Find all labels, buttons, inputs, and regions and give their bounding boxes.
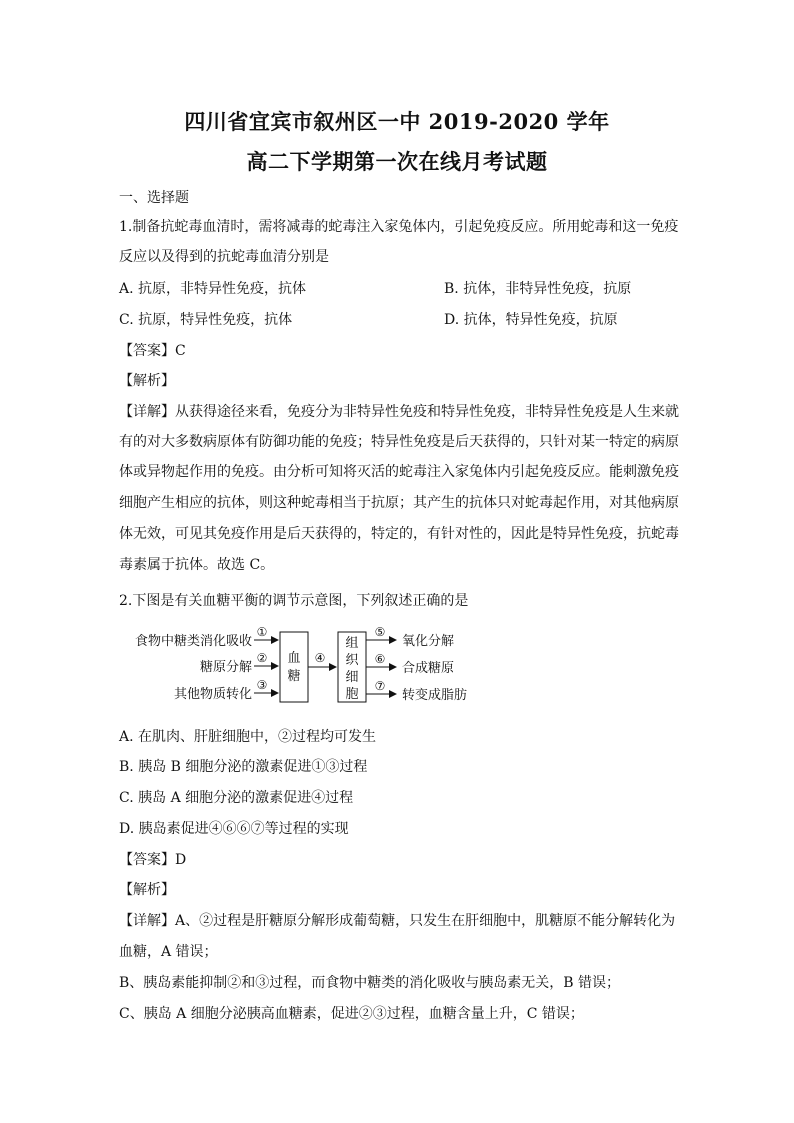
- section-heading: 一、选择题: [119, 190, 189, 206]
- q2-option-a: A. 在肌肉、肝脏细胞中，②过程均可发生: [119, 729, 377, 745]
- diagram-step-4: ④: [314, 651, 326, 665]
- q1-detail-line: 毒素属于抗体。故选 C。: [119, 557, 275, 573]
- diagram-step-3: ③: [256, 678, 268, 692]
- diagram-step-6: ⑥: [374, 652, 386, 666]
- q1-detail-line: 【详解】从获得途径来看，免疫分为非特异性免疫和特异性免疫，非特异性免疫是人生来就: [119, 404, 679, 420]
- document-title-line-2: 高二下学期第一次在线月考试题: [246, 149, 548, 174]
- q2-detail-line: 【详解】A、②过程是肝糖原分解形成葡萄糖，只发生在肝细胞中，肌糖原不能分解转化为: [119, 913, 676, 929]
- diagram-output-1: 氧化分解: [402, 634, 455, 649]
- diagram-box-tissue-cell-char-4: 胞: [345, 687, 359, 702]
- diagram-box-tissue-cell-char-1: 组: [345, 636, 359, 651]
- q1-option-c: C. 抗原，特异性免疫，抗体: [119, 312, 293, 328]
- q2-detail-line: 血糖，A 错误；: [119, 944, 218, 960]
- diagram-step-2: ②: [256, 651, 268, 665]
- q1-detail-line: 有的对大多数病原体有防御功能的免疫；特异性免疫是后天获得的，只针对某一特定的病原: [119, 434, 679, 450]
- q2-option-d: D. 胰岛素促进④⑥⑥⑦等过程的实现: [119, 821, 349, 837]
- q2-detail-line: C、胰岛 A 细胞分泌胰高血糖素，促进②③过程，血糖含量上升，C 错误；: [119, 1006, 584, 1022]
- q2-option-c: C. 胰岛 A 细胞分泌的激素促进④过程: [119, 790, 354, 806]
- q2-answer: 【答案】D: [119, 852, 187, 868]
- q1-option-b: B. 抗体，非特异性免疫，抗原: [444, 281, 632, 297]
- q1-detail-line: 体无效，可见其免疫作用是后天获得的，特定的，有针对性的，因此是特异性免疫，抗蛇毒: [119, 526, 679, 542]
- q2-option-b: B. 胰岛 B 细胞分泌的激素促进①③过程: [119, 759, 368, 775]
- q1-option-a: A. 抗原，非特异性免疫，抗体: [119, 281, 307, 297]
- diagram-box-blood-sugar: [280, 632, 308, 702]
- q1-option-d: D. 抗体，特异性免疫，抗原: [444, 312, 618, 328]
- q2-analysis-heading: 【解析】: [119, 882, 175, 898]
- q1-analysis-heading: 【解析】: [119, 373, 175, 389]
- diagram-source-3: 其他物质转化: [173, 687, 252, 702]
- diagram-step-1: ①: [256, 625, 268, 639]
- diagram-box-blood-sugar-char-1: 血: [287, 651, 301, 666]
- diagram-output-3: 转变成脂肪: [402, 688, 468, 703]
- q1-stem-line-2: 反应以及得到的抗蛇毒血清分别是: [119, 249, 329, 265]
- diagram-box-tissue-cell-char-2: 织: [345, 653, 359, 668]
- diagram-step-7: ⑦: [374, 679, 386, 693]
- q1-detail-line: 体或异物起作用的免疫。由分析可知将灭活的蛇毒注入家兔体内引起免疫反应。能刺激免疫: [119, 464, 679, 480]
- diagram-source-1: 食物中糖类消化吸收: [134, 634, 252, 649]
- q1-detail-line: 细胞产生相应的抗体，则这种蛇毒相当于抗原；其产生的抗体只对蛇毒起作用，对其他病原: [119, 495, 679, 511]
- q1-stem-line-1: 1.制备抗蛇毒血清时，需将减毒的蛇毒注入家兔体内，引起免疫反应。所用蛇毒和这一免疫: [119, 219, 679, 235]
- diagram-box-tissue-cell-char-3: 细: [345, 670, 359, 685]
- diagram-source-2: 糖原分解: [199, 660, 252, 675]
- document-title-line-1: 四川省宜宾市叙州区一中 2019-2020 学年: [184, 109, 610, 134]
- blood-sugar-regulation-diagram: [112, 622, 492, 714]
- diagram-output-2: 合成糖原: [402, 661, 455, 676]
- diagram-box-blood-sugar-char-2: 糖: [287, 669, 301, 684]
- diagram-step-5: ⑤: [374, 625, 386, 639]
- q2-detail-line: B、胰岛素能抑制②和③过程，而食物中糖类的消化吸收与胰岛素无关，B 错误；: [119, 975, 621, 991]
- q2-stem: 2.下图是有关血糖平衡的调节示意图，下列叙述正确的是: [119, 593, 469, 609]
- q1-answer: 【答案】C: [119, 343, 186, 359]
